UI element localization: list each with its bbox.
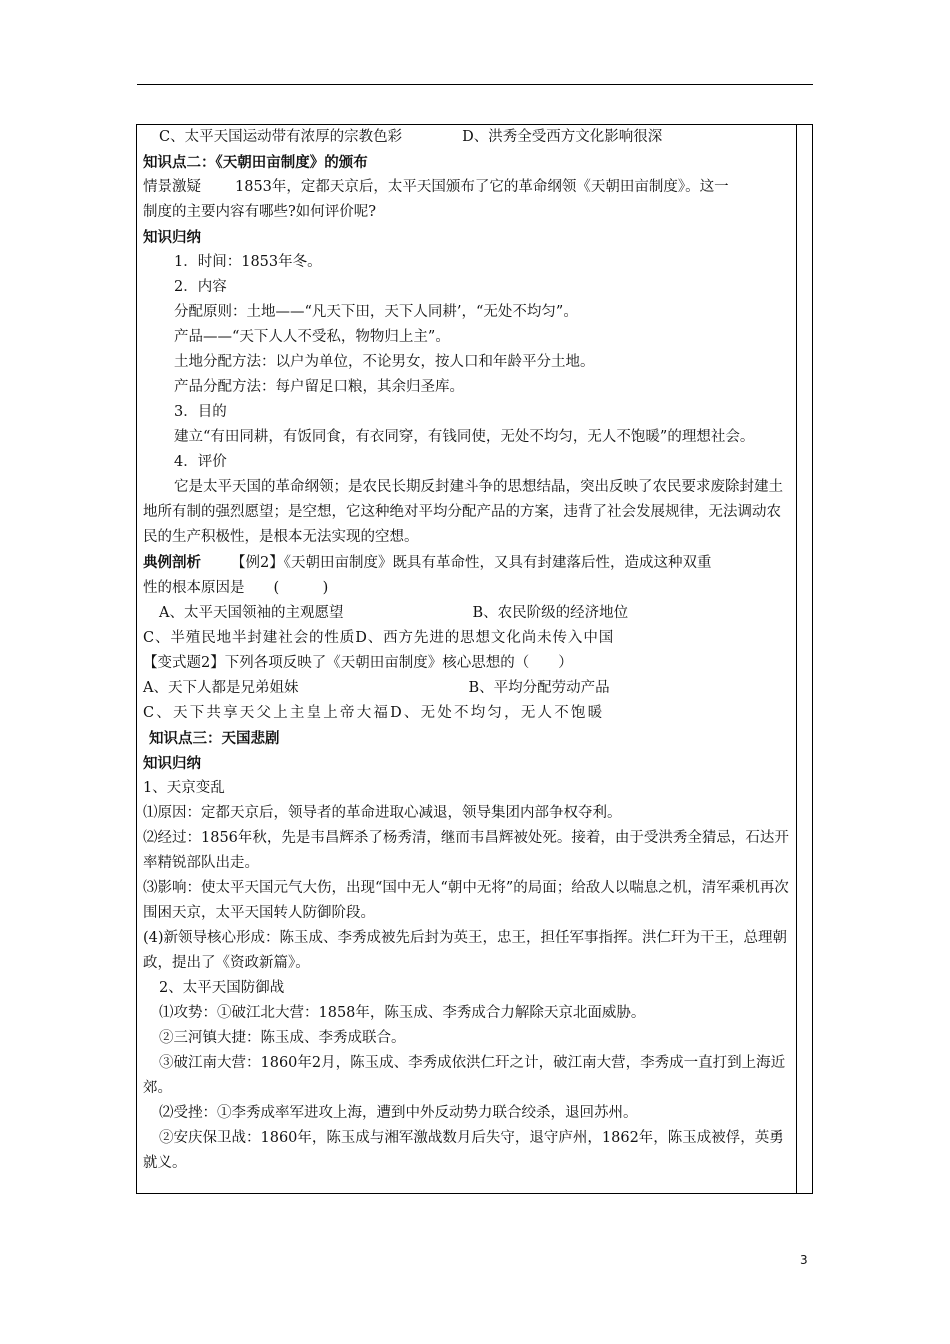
option-line bbox=[143, 125, 794, 150]
lesson-content bbox=[143, 125, 794, 1176]
scenario-line bbox=[143, 175, 794, 200]
text-line: 性的根本原因是 ( ) bbox=[143, 580, 329, 596]
paragraph: (4)新领导核心形成：陈玉成、李秀成被先后封为英王，忠王，担任军事指挥。洪仁玕为干王，总理朝政，提出了《资政新篇》。 bbox=[143, 930, 788, 971]
scenario-label: 情景激疑 bbox=[143, 179, 201, 195]
text-line: ②三河镇大捷：陈玉成、李秀成联合。 bbox=[159, 1030, 406, 1046]
subheading-summary: 知识归纳 bbox=[143, 755, 201, 772]
text-line: 分配原则：土地——“凡天下田，天下人同耕’，“无处不均匀”。 bbox=[174, 304, 578, 320]
paragraph: 建立“有田同耕，有饭同食，有衣同穿，有钱同使，无处不均匀，无人不饱暖”的理想社会。 bbox=[174, 429, 755, 445]
scenario-text: 1853年，定都天京后，太平天国颁布了它的革命纲领《天朝田亩制度》。这一 bbox=[235, 179, 729, 195]
text-line: 产品——“天下人人不受私，物物归上主”。 bbox=[174, 329, 450, 345]
paragraph: ③破江南大营：1860年2月，陈玉成、李秀成依洪仁玕之计，破江南大营，李秀成一直打到上海近郊。 bbox=[143, 1055, 786, 1096]
paragraph: ②安庆保卫战：1860年，陈玉成与湘军激战数月后失守，退守庐州，1862年，陈玉成被俘，英勇就义。 bbox=[143, 1130, 784, 1171]
text-line: C、半殖民地半封建社会的性质D、西方先进的思想文化尚未传入中国 bbox=[143, 630, 615, 646]
paragraph: ⑶影响：使太平天国元气大伤，出现“国中无人“朝中无将”的局面；给敌人以喘息之机，清军乘机再次围困天京，太平天国转人防御阶段。 bbox=[143, 880, 789, 921]
text-line: 土地分配方法：以户为单位，不论男女，按人口和年龄平分土地。 bbox=[174, 354, 595, 370]
option-d: D、洪秀全受西方文化影响很深 bbox=[462, 129, 663, 145]
text-line: ⑵受挫：①李秀成率军进攻上海，遭到中外反动势力联合绞杀，退回苏州。 bbox=[159, 1105, 638, 1121]
option-c: C、太平天国运动带有浓厚的宗教色彩 bbox=[159, 129, 403, 145]
option-b: B、农民阶级的经济地位 bbox=[472, 605, 629, 621]
text-line: 1．时间：1853年冬。 bbox=[174, 254, 322, 270]
text-line: 产品分配方法：每户留足口粮，其余归圣库。 bbox=[174, 379, 464, 395]
option-a: A、天下人都是兄弟姐妹 bbox=[143, 680, 299, 696]
text-line: C、天下共享天父上主皇上帝大福D、无处不均匀，无人不饱暖 bbox=[143, 705, 605, 721]
paragraph: ⑵经过：1856年秋，先是韦昌辉杀了杨秀清，继而韦昌辉被处死。接着，由于受洪秀全猜忌，石达开率精锐部队出走。 bbox=[143, 830, 789, 871]
option-line bbox=[143, 676, 794, 701]
section-heading-2: 知识点二：《天朝田亩制度》的颁布 bbox=[143, 154, 368, 171]
example-label: 典例剖析 bbox=[143, 554, 201, 571]
text-line: 4．评价 bbox=[174, 454, 227, 470]
subheading-summary: 知识归纳 bbox=[143, 229, 201, 246]
text-line: 1、天京变乱 bbox=[143, 780, 225, 796]
text-line: 制度的主要内容有哪些?如何评价呢? bbox=[143, 204, 377, 220]
text-line: ⑴原因：定都天京后，领导者的革命进取心减退，领导集团内部争权夺利。 bbox=[143, 805, 622, 821]
variant-question: 【变式题2】下列各项反映了《天朝田亩制度》核心思想的（ ） bbox=[143, 655, 573, 671]
example-text: 【例2】《天朝田亩制度》既具有革命性，又具有封建落后性，造成这种双重 bbox=[231, 555, 712, 571]
page-number: 3 bbox=[800, 1253, 808, 1267]
text-line: 3．目的 bbox=[174, 404, 227, 420]
text-line: ⑴攻势：①破江北大营：1858年，陈玉成、李秀成合力解除天京北面威胁。 bbox=[159, 1005, 646, 1021]
option-line bbox=[143, 601, 794, 626]
option-a: A、太平天国领袖的主观愿望 bbox=[159, 605, 344, 621]
text-line: 2、太平天国防御战 bbox=[159, 980, 285, 996]
section-heading-3: 知识点三：天国悲剧 bbox=[149, 730, 280, 747]
paragraph: 它是太平天国的革命纲领；是农民长期反封建斗争的思想结晶，突出反映了农民要求废除封建土地所有制的强烈愿望；是空想，它这种绝对平均分配产品的方案，违背了社会发展规律，无法调动农民的生产积极性，是根本无法实现的空想。 bbox=[143, 479, 783, 545]
example-line bbox=[143, 550, 794, 576]
text-line: 2．内容 bbox=[174, 279, 227, 295]
notes-column-divider bbox=[796, 124, 797, 1194]
option-b: B、平均分配劳动产品 bbox=[468, 680, 610, 696]
header-rule bbox=[137, 84, 813, 85]
